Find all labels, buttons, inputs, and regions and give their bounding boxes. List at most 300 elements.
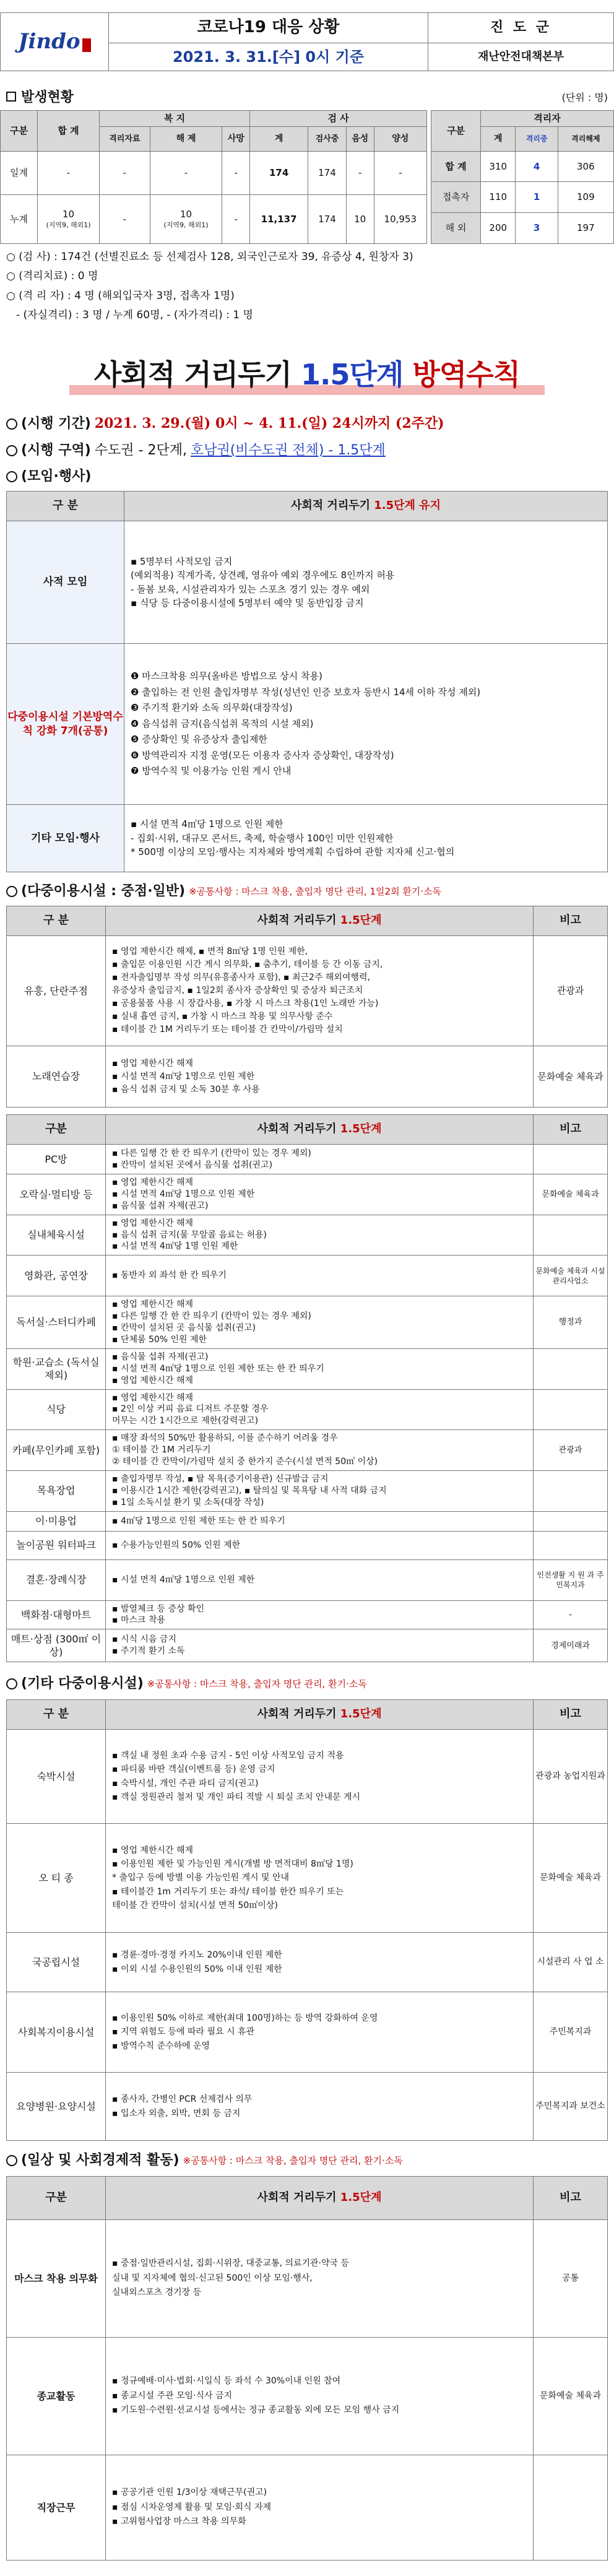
iso-col-out: 격리해제 bbox=[558, 127, 613, 152]
note-isolation bbox=[6, 287, 608, 306]
jindo-logo: Jindo bbox=[1, 13, 109, 71]
banner-stage: 1.5단계 bbox=[300, 357, 404, 391]
col-jaga: 격리자료 bbox=[100, 127, 150, 152]
circle-bullet-icon bbox=[6, 471, 17, 482]
col-welfare: 복 지 bbox=[100, 111, 250, 127]
multi-table bbox=[6, 906, 608, 1108]
daily-note: ※공통사항 : 마스크 착용, 출입자 명단 관리, 환기·소독 bbox=[183, 2154, 403, 2166]
col-sum: 계 bbox=[250, 127, 308, 152]
col-distance bbox=[106, 2177, 534, 2220]
row-label: 카페(무인카페 포함) bbox=[7, 1430, 106, 1471]
row-content bbox=[106, 1824, 534, 1933]
rule-line: ▪ 기도원·수련원·선교시설 등에서는 정규 종교활동 외에 모든 모임 행사 금지 bbox=[112, 2405, 400, 2416]
row-content bbox=[124, 805, 608, 872]
cell-pos: 10,953 bbox=[374, 195, 426, 244]
row-label: 노래연습장 bbox=[7, 1046, 106, 1108]
table-row bbox=[7, 1145, 608, 1174]
table-row bbox=[1, 152, 427, 195]
rule-line: ② 테이블 간 칸막이/가림막 설치 중 한가지 준수(시설 면적 50㎡ 이상) bbox=[112, 1457, 378, 1467]
circle-bullet-icon bbox=[6, 2155, 17, 2166]
occurrence-title: 발생현황 bbox=[21, 90, 74, 106]
cell-neg: - bbox=[346, 152, 374, 195]
period-line bbox=[0, 412, 614, 436]
row-label: 실내체육시설 bbox=[7, 1215, 106, 1255]
row-note: 문화예술 체육과 bbox=[534, 1824, 608, 1933]
row-label: 누계 bbox=[1, 195, 38, 244]
multi-header bbox=[0, 879, 614, 904]
row-note: 문화예술 체육과 bbox=[534, 2338, 608, 2455]
row-content bbox=[106, 2455, 534, 2561]
rule-line: ❷ 출입하는 전 인원 출입자명부 작성(성년인 인증 보호자 동반시 14세 이하 작성 제외) bbox=[131, 686, 481, 698]
rule-line: ▪ 시식 시음 금지 bbox=[112, 1634, 176, 1645]
rule-line: ▪ 전자출입명부 작성 의무(유흥종사자 포함), ▪ 최근2주 해외여행력, bbox=[112, 973, 370, 982]
table-row bbox=[7, 1470, 608, 1511]
col-check: 검사중 bbox=[308, 127, 347, 152]
row-note: - bbox=[534, 1600, 608, 1629]
rule-line: ▪ 경륜·경마·경정 카지노 20%이내 인원 제한 bbox=[112, 1950, 282, 1961]
region-line bbox=[0, 438, 614, 463]
iso-row-label: 접촉자 bbox=[431, 182, 481, 213]
iso-col-in: 격리중 bbox=[516, 127, 558, 152]
table-row bbox=[7, 805, 608, 872]
rule-line: 머무는 시간 1시간으로 제한(강력권고) bbox=[112, 1416, 259, 1426]
iso-cell-in: 1 bbox=[516, 182, 558, 213]
row-label: 매트·상점 (300㎡ 이상) bbox=[7, 1629, 106, 1662]
rule-line: ▪ 고위험사업장 마스크 착용 의무화 bbox=[112, 2517, 246, 2527]
table-row bbox=[1, 195, 427, 244]
rule-line: ▪ 영업 제한시간 해제 bbox=[112, 1299, 194, 1310]
rule-line: ❶ 마스크착용 의무(올바른 방법으로 상시 착용) bbox=[131, 670, 322, 682]
row-content bbox=[106, 1215, 534, 1255]
row-label: 직장근무 bbox=[7, 2455, 106, 2561]
rule-line: ▪ 1일 소독시설 환기 및 소독(대장 작성) bbox=[112, 1497, 264, 1507]
banner-post: 방역수칙 bbox=[412, 357, 521, 391]
rule-line: ▪ 점심 시차운영제 활용 및 모임·회식 자제 bbox=[112, 2502, 272, 2512]
table-row bbox=[7, 1629, 608, 1662]
rule-line: ▪ 종사자, 간병인 PCR 선제검사 의무 bbox=[112, 2094, 253, 2105]
other-table-wrap bbox=[0, 1699, 614, 2139]
iso-col-gubun: 구분 bbox=[431, 111, 481, 152]
rule-line: * 500명 이상의 모임·행사는 지자체와 방역계획 수립하여 관할 지자체 신고·협의 bbox=[131, 846, 455, 858]
col-distance-label: 사회적 거리두기 bbox=[257, 1122, 337, 1136]
iso-cell-sum: 110 bbox=[481, 182, 516, 213]
rule-line: ▪ 다른 일행 간 한 칸 띄우기 (칸막이 있는 경우 제외) bbox=[112, 1148, 311, 1158]
row-label: PC방 bbox=[7, 1145, 106, 1174]
cell-death: - bbox=[222, 152, 250, 195]
row-label: 식당 bbox=[7, 1389, 106, 1430]
circle-bullet-icon: ○ bbox=[6, 251, 19, 263]
page-title: 코로나19 대응 상황 bbox=[109, 13, 428, 43]
table-row bbox=[431, 213, 614, 244]
gathering-table-wrap bbox=[0, 491, 614, 872]
col-distance-label: 사회적 거리두기 bbox=[257, 1707, 337, 1721]
row-content bbox=[106, 1559, 534, 1600]
row-label: 학원·교습소 (독서실 제외) bbox=[7, 1348, 106, 1389]
status-notes bbox=[0, 248, 614, 340]
daily-header bbox=[0, 2148, 614, 2173]
rule-line: ▪ 2인 이상 커피 음료 디저트 주문할 경우 bbox=[112, 1404, 269, 1415]
rule-line: - 돌봄 보육, 시설관리자가 있는 스포츠 경기 있는 경우 예외 bbox=[131, 583, 370, 595]
other-header bbox=[0, 1672, 614, 1696]
rule-line: ▪ 시설 면적 4㎡당 1명으로 인원 제한 bbox=[112, 1189, 255, 1199]
rule-line: - 집회·시위, 대규모 콘서트, 축제, 학술행사 100인 미만 인원제한 bbox=[131, 832, 394, 844]
region-value1: 수도권 - 2단계, bbox=[94, 443, 187, 459]
rule-line: ▪ 시설 면적 4㎡당 1명으로 인원 제한 bbox=[112, 1574, 255, 1585]
row-label: 독서실·스터디카페 bbox=[7, 1296, 106, 1349]
table-row bbox=[7, 1992, 608, 2073]
cell-jaga: - bbox=[100, 195, 150, 244]
row-note bbox=[534, 1215, 608, 1255]
col-note: 비고 bbox=[534, 1700, 608, 1730]
iso-title: 격리자 bbox=[481, 111, 614, 127]
col-distance bbox=[106, 1700, 534, 1730]
rule-line: ① 테이블 간 1M 거리두기 bbox=[112, 1445, 211, 1455]
table-row bbox=[7, 1046, 608, 1108]
row-note: 인전생활 지 원 과 주민복지과 bbox=[534, 1559, 608, 1600]
circle-bullet-icon: ○ bbox=[6, 289, 19, 302]
row-label: 사회복지이용시설 bbox=[7, 1992, 106, 2073]
isolation-table bbox=[431, 110, 614, 244]
rule-line: ▪ 테이블간 1m 거리두기 또는 좌석/ 테이블 한칸 띄우기 또는 bbox=[112, 1886, 344, 1897]
iso-col-sum: 계 bbox=[481, 127, 516, 152]
col-pos: 양성 bbox=[374, 127, 426, 152]
table-row bbox=[7, 1600, 608, 1629]
col-distance-label: 사회적 거리두기 bbox=[257, 2191, 337, 2205]
note-text: (격 리 자) : 4 명 (해외입국자 3명, 접촉자 1명) bbox=[19, 289, 235, 302]
rule-line: ▪ 숙박시설, 개인 주관 파티 금지(권고) bbox=[112, 1778, 259, 1789]
row-content bbox=[106, 1255, 534, 1296]
rule-line: ▪ 이용인원 50% 이하로 제한(최대 100명)하는 등 방역 강화하여 운영 bbox=[112, 2013, 378, 2023]
cell-jaga: - bbox=[100, 152, 150, 195]
period-label: (시행 기간) bbox=[21, 416, 91, 432]
row-label: 영화관, 공연장 bbox=[7, 1255, 106, 1296]
rule-line: ▪ 객실 정원관리 철저 및 개인 파티 적발 시 퇴실 조치 안내문 게시 bbox=[112, 1792, 360, 1802]
multi-table-wrap bbox=[0, 906, 614, 1106]
rule-line: * 출입구 등에 방별 이용 가능인원 게시 및 안내 bbox=[112, 1873, 290, 1883]
rule-line: ▪ 출입자명부 작성, ▪ 탈 목욕(증기이용관) 신규발급 금지 bbox=[112, 1473, 329, 1484]
multi-note: ※공통사항 : 마스크 착용, 출입자 명단 관리, 1일2회 환기·소독 bbox=[189, 885, 442, 897]
cell-sum: 174 bbox=[250, 152, 308, 195]
rule-line: ▪ 실내 흡연 금지, ▪ 가창 시 마스크 착용 및 의무사항 준수 bbox=[112, 1012, 333, 1021]
row-label: 국공립시설 bbox=[7, 1933, 106, 1992]
rule-line: ▪ 칸막이 설치된 곳에서 음식물 섭취(권고) bbox=[112, 1160, 273, 1170]
table-row bbox=[7, 1933, 608, 1992]
occurrence-tables bbox=[0, 110, 614, 243]
row-content bbox=[124, 644, 608, 805]
row-label: 숙박시설 bbox=[7, 1730, 106, 1824]
table-row bbox=[7, 936, 608, 1046]
row-note: 문화예술 체육과 시설관리사업소 bbox=[534, 1255, 608, 1296]
row-note: 관광과 bbox=[534, 936, 608, 1046]
note-text: (검 사) : 174건 (선별진료소 등 선제검사 128, 외국인근로자 39, 유증상 4, 원창자 3) bbox=[19, 251, 413, 263]
daily-table-wrap bbox=[0, 2176, 614, 2560]
rule-line: ▪ 지역 위험도 등에 따라 필요 시 휴관 bbox=[112, 2027, 254, 2037]
multi2-table bbox=[6, 1114, 608, 1662]
region-label: (시행 구역) bbox=[21, 443, 91, 459]
row-label: 종교활동 bbox=[7, 2338, 106, 2455]
note-isolation-detail: - (자실격리) : 3 명 / 누계 60명, - (자가격리) : 1 명 bbox=[16, 309, 253, 322]
gathering-table bbox=[6, 491, 608, 872]
circle-bullet-icon bbox=[6, 418, 17, 430]
iso-row-label: 해 외 bbox=[431, 213, 481, 244]
rule-line: ▪ 영업 제한시간 해제 bbox=[112, 1845, 194, 1855]
row-content bbox=[106, 1933, 534, 1992]
col-note: 비고 bbox=[534, 906, 608, 936]
row-content bbox=[106, 1992, 534, 2073]
row-note: 시설관리 사 업 소 bbox=[534, 1933, 608, 1992]
other-note: ※공통사항 : 마스크 착용, 출입자 명단 관리, 환기·소독 bbox=[147, 1678, 367, 1689]
row-content bbox=[106, 2220, 534, 2338]
circle-bullet-icon: ○ bbox=[6, 270, 19, 283]
col-distance-label: 사회적 거리두기 bbox=[257, 914, 337, 927]
rule-line: ▪ 테이블 간 1M 거리두기 또는 테이블 간 칸막이/가림막 설치 bbox=[112, 1025, 343, 1034]
note-inspect bbox=[6, 248, 608, 267]
rule-line: ❻ 방역관리자 지정 운영(모든 이용자 증사자 증상확인, 대장작성) bbox=[131, 749, 394, 761]
table-row bbox=[7, 1730, 608, 1824]
rule-line: ▪ 시설 면적 4㎡당 1명으로 인원 제한 bbox=[131, 818, 283, 830]
iso-cell-sum: 310 bbox=[481, 152, 516, 182]
table-row bbox=[7, 644, 608, 805]
table-row bbox=[431, 152, 614, 182]
row-label: 오 티 종 bbox=[7, 1824, 106, 1933]
daily-label: (일상 및 사회경제적 활동) bbox=[21, 2153, 179, 2169]
table-row bbox=[7, 2220, 608, 2338]
row-note: 공통 bbox=[534, 2220, 608, 2338]
rule-line: ▪ 칸막이 설치된 곳 음식물 섭취(권고) bbox=[112, 1323, 256, 1334]
row-content bbox=[106, 1296, 534, 1349]
multi2-table-wrap bbox=[0, 1114, 614, 1662]
rule-line: ▪ 정규예배·미사·법회·시일식 등 좌석 수 30%이내 인원 참여 bbox=[112, 2375, 341, 2386]
table-row bbox=[7, 1174, 608, 1215]
row-content bbox=[106, 1430, 534, 1471]
row-content bbox=[106, 1730, 534, 1824]
col-stage: 1.5단계 bbox=[340, 1707, 382, 1721]
rule-line: ▪ 음식물 섭취 자제(권고) bbox=[112, 1200, 209, 1211]
rule-line: ▪ 영업 제한시간 해제 bbox=[112, 1058, 194, 1069]
col-gubun: 구 분 bbox=[7, 906, 106, 936]
col-total: 합 계 bbox=[38, 111, 100, 152]
row-note bbox=[534, 1389, 608, 1430]
col-death: 사망 bbox=[222, 127, 250, 152]
row-label: 백화점·대형마트 bbox=[7, 1600, 106, 1629]
rule-line: ❺ 증상확인 및 유증상자 출입제한 bbox=[131, 734, 267, 745]
row-label: 놀이공원 워터파크 bbox=[7, 1531, 106, 1559]
rule-line: ▪ 시설 면적 4㎡당 1명으로 인원 제한 또는 한 칸 띄우기 bbox=[112, 1363, 324, 1374]
logo-mark-icon bbox=[82, 38, 91, 52]
table-row bbox=[7, 2338, 608, 2455]
row-note: 관광과 bbox=[534, 1430, 608, 1471]
col-gubun: 구분 bbox=[1, 111, 38, 152]
header bbox=[0, 12, 614, 71]
col-gubun: 구분 bbox=[7, 2177, 106, 2220]
rule-line: ▪ 식당 등 다중이용시설에 5명부터 예약 및 동반입장 금지 bbox=[131, 597, 364, 609]
rule-line: ▪ 입소자 외출, 외박, 면회 등 금지 bbox=[112, 2108, 241, 2118]
note-text: (격리치료) : 0 명 bbox=[19, 270, 98, 283]
circle-bullet-icon bbox=[6, 1678, 17, 1689]
col-gubun: 구 분 bbox=[7, 492, 124, 521]
rule-line: ▪ 영업 제한시간 해제 bbox=[112, 1177, 194, 1187]
cell-total-sub: (지역9, 해외1) bbox=[46, 220, 91, 229]
rule-line: ❸ 주기적 환기와 소독 의무화(대장작성) bbox=[131, 702, 293, 714]
row-content bbox=[106, 1629, 534, 1662]
rule-line: ▪ 방역수칙 준수하에 운영 bbox=[112, 2040, 210, 2051]
occurrence-header bbox=[0, 87, 614, 109]
iso-cell-in: 4 bbox=[516, 152, 558, 182]
cell-total-value: 10 bbox=[62, 209, 75, 220]
row-note bbox=[534, 2455, 608, 2561]
row-note: 주민복지과 보건소 bbox=[534, 2073, 608, 2141]
row-content bbox=[106, 1174, 534, 1215]
cell-haeje-sub: (지역9, 해외1) bbox=[163, 220, 209, 229]
rule-line: ❹ 음식섭취 금지(음식섭취 목적의 시설 제외) bbox=[131, 718, 314, 729]
rule-line: ▪ 음식 섭취 금지 및 소독 30분 후 사용 bbox=[112, 1084, 260, 1095]
row-label: 요양병원·요양시설 bbox=[7, 2073, 106, 2141]
iso-cell-out: 306 bbox=[558, 152, 613, 182]
row-note: 문화예술 체육과 bbox=[534, 1046, 608, 1108]
rule-line: ▪ 발열체크 등 증상 확인 bbox=[112, 1603, 205, 1614]
table-row bbox=[7, 2073, 608, 2141]
rule-line: ▪ 단체룸 50% 인원 제한 bbox=[112, 1335, 207, 1345]
iso-cell-out: 197 bbox=[558, 213, 613, 244]
rule-line: (예외적용) 직계가족, 상견례, 영유아 예외 경우에도 8인까지 허용 bbox=[131, 570, 395, 581]
rule-line: ▪ 영업 제한시간 해제 bbox=[112, 1392, 194, 1403]
multi-label: (다중이용시설 : 중점·일반) bbox=[21, 883, 186, 900]
row-note bbox=[534, 1531, 608, 1559]
gathering-label: (모임·행사) bbox=[21, 469, 92, 485]
col-gubun: 구 분 bbox=[7, 1700, 106, 1730]
iso-cell-in: 3 bbox=[516, 213, 558, 244]
rule-line: 테이블 간 칸막이 설치(시설 면적 50㎡이상) bbox=[112, 1901, 278, 1911]
rule-line: ▪ 영업 제한시간 해제 bbox=[112, 1375, 194, 1386]
rule-line: ▪ 수용가능인원의 50% 인원 제한 bbox=[112, 1540, 241, 1550]
row-note bbox=[534, 1145, 608, 1174]
rule-line: ▪ 중점·일반관리시설, 집회·시위장, 대중교통, 의료기관·약국 등 bbox=[112, 2258, 350, 2268]
col-haeje: 해 제 bbox=[150, 127, 222, 152]
org-subname: 재난안전대책본부 bbox=[428, 43, 614, 71]
region-value2: 호남권(비수도권 전체) - 1.5단계 bbox=[190, 443, 386, 459]
row-content bbox=[106, 1600, 534, 1629]
other-label: (기타 다중이용시설) bbox=[21, 1676, 144, 1692]
table-row bbox=[7, 1389, 608, 1430]
table-row bbox=[431, 182, 614, 213]
col-gubun: 구분 bbox=[7, 1115, 106, 1145]
iso-cell-sum: 200 bbox=[481, 213, 516, 244]
row-content bbox=[106, 1389, 534, 1430]
rule-line: ▪ 이외 시설 수용인원의 50% 이내 인원 제한 bbox=[112, 1964, 282, 1974]
col-distance-label: 사회적 거리두기 bbox=[291, 499, 370, 513]
cell-haeje: - bbox=[150, 152, 222, 195]
col-distance bbox=[106, 906, 534, 936]
cell-death: - bbox=[222, 195, 250, 244]
col-stage: 1.5단계 bbox=[340, 914, 382, 927]
table-row bbox=[7, 1255, 608, 1296]
rule-line: ▪ 매장 좌석의 50%만 활용하되, 이를 준수하기 어려울 경우 bbox=[112, 1433, 338, 1444]
row-note: 경제미래과 bbox=[534, 1629, 608, 1662]
row-note bbox=[534, 1511, 608, 1531]
row-label: 오락실·멀티방 등 bbox=[7, 1174, 106, 1215]
report-date: 2021. 3. 31.[수] 0시 기준 bbox=[109, 43, 428, 71]
rule-line: ▪ 5명부터 사적모임 금지 bbox=[131, 555, 233, 567]
rule-line: ▪ 4㎡당 1명으로 인원 제한 또는 한 칸 띄우기 bbox=[112, 1516, 285, 1526]
rule-line: ▪ 영업 제한시간 해제 bbox=[112, 1218, 194, 1228]
row-note: 문화예술 체육과 bbox=[534, 1174, 608, 1215]
row-content bbox=[106, 1145, 534, 1174]
rule-line: 실내외스포츠 경기장 등 bbox=[112, 2288, 202, 2298]
banner-pre: 사회적 거리두기 bbox=[93, 357, 292, 391]
row-label: 목욕장업 bbox=[7, 1470, 106, 1511]
row-content bbox=[106, 2338, 534, 2455]
col-neg: 음성 bbox=[346, 127, 374, 152]
rule-line: ▪ 이용시간 1시간 제한(강력권고), ▪ 탈의실 및 목욕탕 내 사적 대화 금지 bbox=[112, 1485, 387, 1496]
table-row bbox=[7, 2455, 608, 2561]
period-value: 2021. 3. 29.(월) 0시 ~ 4. 11.(일) 24시까지 (2주간) bbox=[94, 415, 444, 432]
table-row bbox=[7, 1511, 608, 1531]
cell-check: 174 bbox=[308, 195, 347, 244]
rule-line: ▪ 공공기관 인원 1/3이상 재택근무(권고) bbox=[112, 2487, 267, 2497]
row-label: 다중이용시설 기본방역수칙 강화 7개(공통) bbox=[7, 644, 124, 805]
rule-line: ▪ 영업 제한시간 해제, ▪ 면적 8㎡당 1명 인원 제한, bbox=[112, 947, 308, 956]
rule-line: ▪ 공용물품 사용 시 장갑사용, ▪ 가창 시 마스크 착용(1인 노래만 가능) bbox=[112, 999, 379, 1008]
row-label: 결혼·장례식장 bbox=[7, 1559, 106, 1600]
square-bullet-icon bbox=[6, 92, 16, 102]
row-note bbox=[534, 1470, 608, 1511]
daily-table bbox=[6, 2176, 608, 2561]
table-row bbox=[7, 1531, 608, 1559]
row-label: 일계 bbox=[1, 152, 38, 195]
cell-neg: 10 bbox=[346, 195, 374, 244]
other-table bbox=[6, 1699, 608, 2141]
occurrence-table bbox=[0, 110, 427, 244]
cell-pos: - bbox=[374, 152, 426, 195]
table-row bbox=[7, 1215, 608, 1255]
rule-line: ▪ 음식 섭취 금지(물 무알콜 음료는 허용) bbox=[112, 1229, 267, 1240]
row-note bbox=[534, 1348, 608, 1389]
rule-line: ▪ 주기적 환기 소독 bbox=[112, 1646, 185, 1657]
col-stage: 1.5단계 bbox=[340, 1122, 382, 1136]
col-note: 비고 bbox=[534, 1115, 608, 1145]
rule-line: ▪ 파티룸 바딴 객실(이벤트룸 등) 운영 금지 bbox=[112, 1764, 275, 1775]
row-content bbox=[106, 1470, 534, 1511]
col-distance bbox=[106, 1115, 534, 1145]
row-content bbox=[106, 2073, 534, 2141]
row-label: 기타 모임·행사 bbox=[7, 805, 124, 872]
rule-line: ▪ 음식물 섭취 자제(권고) bbox=[112, 1351, 209, 1362]
rule-line: ▪ 객실 내 정원 초과 수용 금지 - 5인 이상 사적모임 금지 적용 bbox=[112, 1750, 344, 1761]
rule-line: ▪ 동반자 외 좌석 한 칸 띄우기 bbox=[112, 1270, 227, 1281]
col-inspect: 검 사 bbox=[250, 111, 427, 127]
table-row bbox=[7, 1296, 608, 1349]
rule-line: ▪ 종교시설 주관 모임·식사 금지 bbox=[112, 2390, 233, 2401]
rule-line: ▪ 마스크 착용 bbox=[112, 1615, 166, 1626]
table-row bbox=[7, 521, 608, 644]
cell-total: - bbox=[38, 152, 100, 195]
rule-line: ▪ 출입문 이용인원 시간 게시 의무화, ▪ 춤추기, 테이블 등 간 이동 금지, bbox=[112, 960, 383, 969]
rule-line: ▪ 시설 면적 4㎡당 1명 인원 제한 bbox=[112, 1241, 238, 1252]
iso-cell-out: 109 bbox=[558, 182, 613, 213]
cell-haeje bbox=[150, 195, 222, 244]
cell-check: 174 bbox=[308, 152, 347, 195]
row-label: 사적 모임 bbox=[7, 521, 124, 644]
row-note: 행정과 bbox=[534, 1296, 608, 1349]
row-note: 주민복지과 bbox=[534, 1992, 608, 2073]
iso-row-label: 합 계 bbox=[431, 152, 481, 182]
org-name: 진 도 군 bbox=[428, 13, 614, 43]
cell-haeje-value: 10 bbox=[180, 209, 192, 220]
col-stage: 1.5단계 유지 bbox=[374, 499, 441, 513]
row-note: 관광과 농업지원과 bbox=[534, 1730, 608, 1824]
gathering-header bbox=[0, 464, 614, 489]
rule-line: ▪ 다른 일행 간 한 칸 띄우기 (칸막이 있는 경우 제외) bbox=[112, 1311, 311, 1322]
